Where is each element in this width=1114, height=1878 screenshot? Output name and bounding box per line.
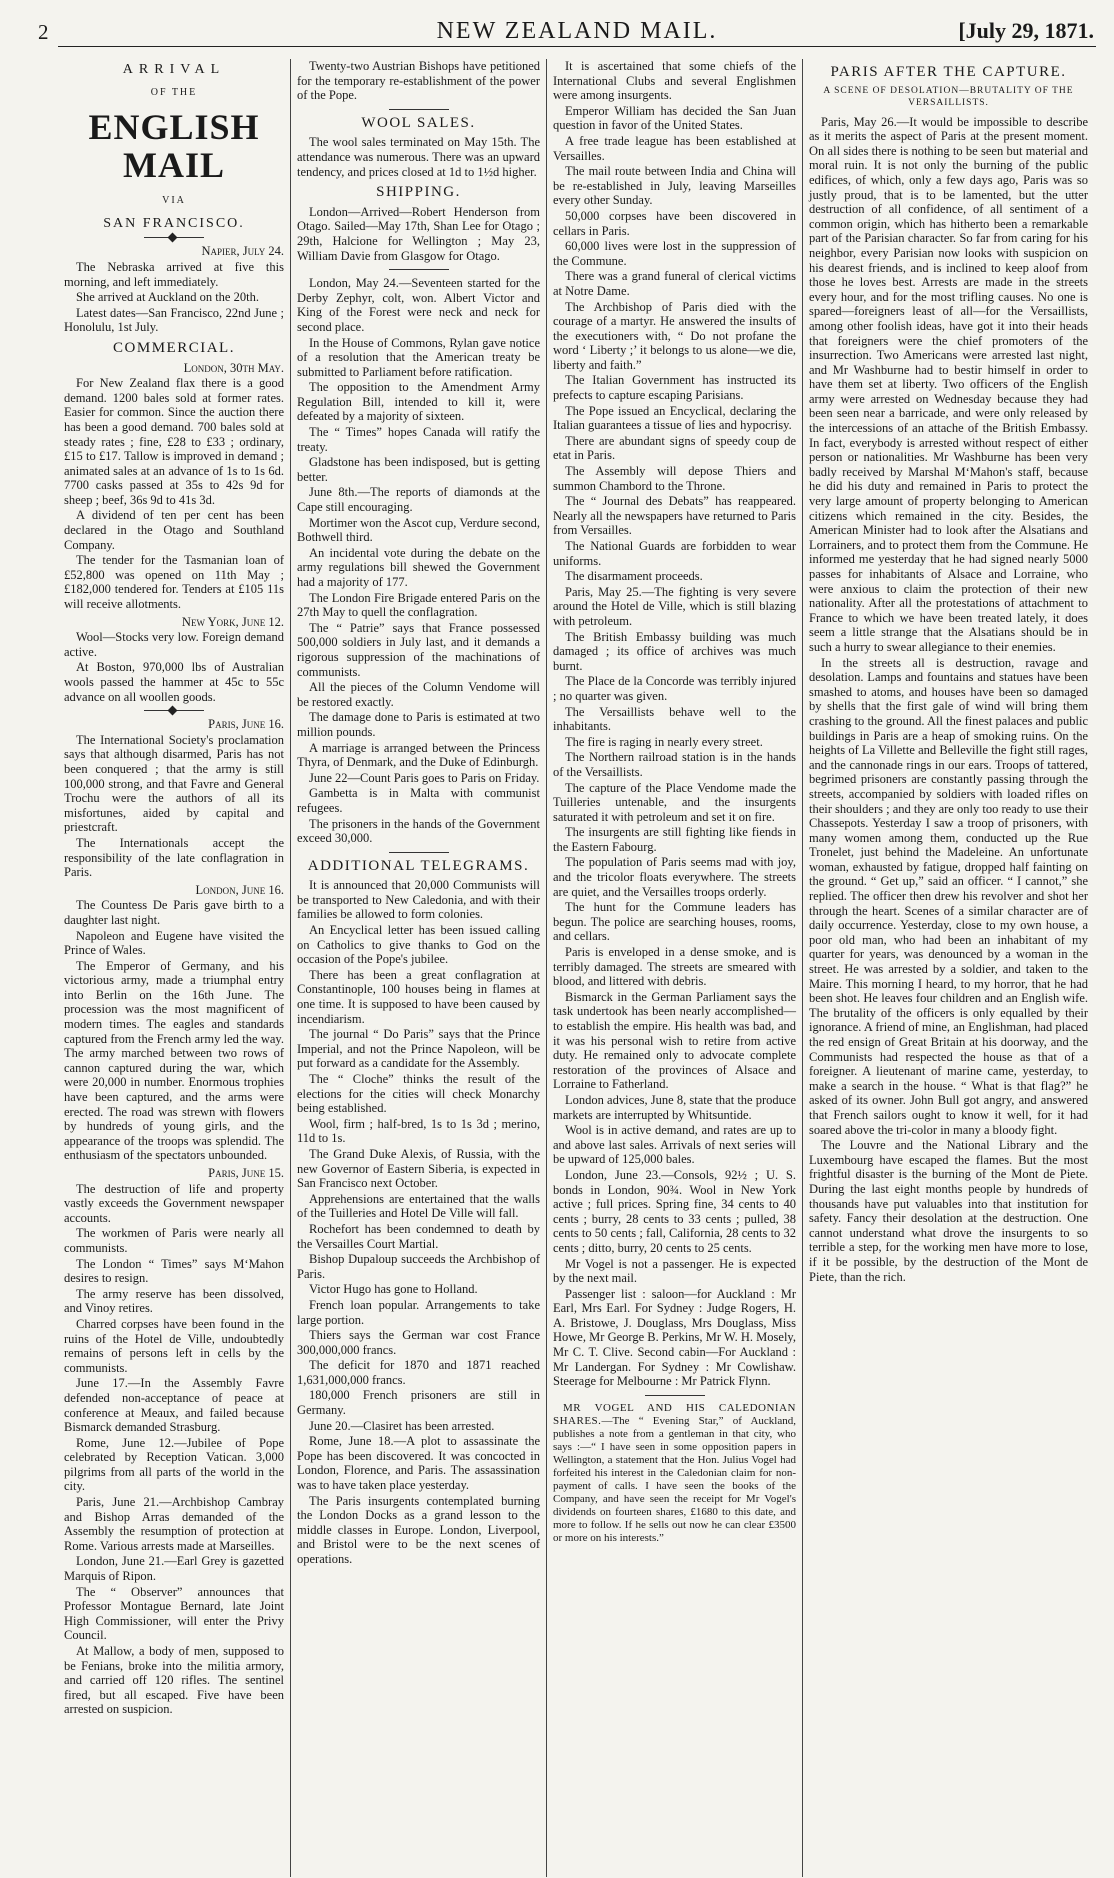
article-paragraph: Rome, June 18.—A plot to assassinate the Pope has been discovered. It was concocted in London, Florence, and Paris. The assassination was to have taken place yesterday. [297, 1434, 540, 1493]
article-paragraph: For New Zealand flax there is a good demand. 1200 bales sold at former rates. Easier for common. Since the auction there has been a good demand. 700 bales sold at steady rates ; fine, £28 to £33 ; ordinary, £15 to £17. Tallow is improved in demand ; animated sales at an advance of 1s to 1s 6d. 7700 casks passed at 35s to 42s 9d for sheep ; beef, 36s 9d to 41s 3d. [64, 376, 284, 507]
section-subheading: A SCENE OF DESOLATION—BRUTALITY OF THE VERSAILLISTS. [823, 85, 1074, 108]
masthead [38, 12, 1096, 47]
article-paragraph: June 8th.—The reports of diamonds at the Cape still encouraging. [297, 485, 540, 515]
dateline: Paris, June 16. [208, 717, 284, 732]
article-paragraph: June 22—Count Paris goes to Paris on Friday. [309, 770, 540, 785]
article-paragraph: The wool sales terminated on May 15th. The attendance was numerous. There was an upward tendency, and prices closed at 1d to 1½d higher. [297, 135, 540, 179]
article-paragraph: Latest dates—San Francisco, 22nd June ; Honolulu, 1st July. [64, 305, 284, 335]
article-paragraph: The opposition to the Amendment Army Regulation Bill, intended to kill it, were defeated by a majority of sixteen. [297, 380, 540, 424]
article-paragraph: The tender for the Tasmanian loan of £52,800 was opened on 11th May ; £182,000 tendered for. Tenders at £105 11s will receive allotments. [64, 553, 284, 612]
article-paragraph: It is announced that 20,000 Communists will be transported to New Caledonia, and with their families be allowed to form colonies. [297, 878, 540, 922]
article-paragraph: Rome, June 12.—Jubilee of Pope celebrated by Reception Vatican. 3,000 pilgrims from all parts of the world in the city. [64, 1435, 284, 1494]
article-paragraph: Emperor William has decided the San Juan question in favor of the United States. [553, 103, 796, 133]
article-paragraph: The insurgents are still fighting like fiends in the Eastern Fabourg. [553, 825, 796, 854]
article-paragraph: The Internationals accept the responsibility of the late conflagration in Paris. [64, 835, 284, 880]
article-paragraph: The Northern railroad station is in the hands of the Versaillists. [553, 750, 796, 779]
section-heading-shipping: SHIPPING. [376, 184, 461, 201]
article-paragraph: The International Society's proclamation says that although disarmed, Paris has not been conquered ; that the army is still 100,000 strong, and that Favre and General Trochu were the authors of all its misfortunes, aided by capital and priestcraft. [64, 732, 284, 835]
article-paragraph: Paris, May 25.—The fighting is very severe around the Hotel de Ville, which is still blazing with petroleum. [553, 584, 796, 628]
article-paragraph: An incidental vote during the debate on the army regulations bill shewed the Government had a majority of 177. [297, 545, 540, 589]
article-paragraph: The Place de la Concorde was terribly injured ; no quarter was given. [553, 674, 796, 703]
article-paragraph: The London “ Times” says M‘Mahon desires to resign. [64, 1256, 284, 1286]
article-paragraph: The Paris insurgents contemplated burning the London Docks as a grand lesson to the middle classes in Europe. London, Liverpool, and Bristol were to be the next scenes of operations. [297, 1493, 540, 1566]
article-paragraph: Bishop Dupaloup succeeds the Archbishop of Paris. [297, 1252, 540, 1281]
vogel-item [553, 1402, 796, 1545]
article-paragraph: The prisoners in the hands of the Government exceed 30,000. [297, 816, 540, 846]
column-4 [802, 59, 1094, 1877]
article-paragraph: All the pieces of the Column Vendome will be restored exactly. [297, 680, 540, 709]
article-paragraph: The mail route between India and China will be re-established in July, leaving Marseilles every other Sunday. [553, 164, 796, 208]
article-paragraph: London, June 21.—Earl Grey is gazetted Marquis of Ripon. [64, 1554, 284, 1584]
article-paragraph: The Nebraska arrived at five this morning, and left immediately. [64, 259, 284, 289]
heading-via: VIA [162, 195, 186, 207]
article-paragraph: In the House of Commons, Rylan gave notice of a resolution that the American treaty be submitted to Parliament before ratification. [297, 335, 540, 379]
divider [389, 852, 449, 853]
article-paragraph: 180,000 French prisoners are still in Germany. [297, 1388, 540, 1418]
article-paragraph: Gladstone has been indisposed, but is getting better. [297, 455, 540, 484]
article-paragraph: Wool is in active demand, and rates are up to and above last sales. Arrivals of next series will be upward of 125,000 bales. [553, 1123, 796, 1167]
article-paragraph: Twenty-two Austrian Bishops have petitioned for the temporary re-establishment of the power of the Pope. [297, 59, 540, 103]
article-paragraph: Wool—Stocks very low. Foreign demand active. [64, 630, 284, 659]
article-paragraph: The Emperor of Germany, and his victorious army, made a triumphal entry into Berlin on the 16th June. The procession was the most magnificent of modern times. The eagles and standards captured from the French army led the way. The army marched between two rows of cannon captured during the war, which were 20,000 in number. Enormous trophies have been captured, and the arms were erected. The road was strewn with flowers by hundreds of young girls, and the appearance of the troops was splendid. The enthusiasm of the spectators unbounded. [64, 958, 284, 1163]
dateline: New York, June 12. [181, 614, 284, 629]
article-paragraph: The disarmament proceeds. [565, 569, 703, 584]
article-paragraph: Passenger list : saloon—for Auckland : Mr Earl, Mrs Earl. For Sydney : Judge Rogers, H. A. Bristowe, J. Douglass, Mrs Douglass, Miss Howe, Mr George B. Perkins, Mr W. H. Mosely, Mr C. T. Clive. Second cabin—For Auckland : Mr Landergan. For Sydney : Mr Cowlishaw. Steerage for Melbourne : Mr Patrick Flynn. [553, 1286, 796, 1389]
divider [389, 109, 449, 110]
article-paragraph: Paris, June 21.—Archbishop Cambray and Bishop Arras demanded of the Assembly the resumption of protection at Rome. Various arrests made at Marseilles. [64, 1495, 284, 1553]
article-paragraph: 50,000 corpses have been discovered in cellars in Paris. [553, 208, 796, 238]
page-number: 2 [38, 20, 49, 44]
section-heading-additional-telegrams: ADDITIONAL TELEGRAMS. [307, 857, 530, 874]
article-paragraph: The damage done to Paris is estimated at two million pounds. [297, 710, 540, 739]
article-paragraph: The Versaillists behave well to the inhabitants. [553, 704, 796, 734]
article-paragraph: London—Arrived—Robert Henderson from Otago. Sailed—May 17th, Shan Lee for Otago ; 29th, Halcione for Wellington ; May 23, William Davie from Glasgow for Otago. [297, 204, 540, 263]
article-paragraph: Gambetta is in Malta with communist refugees. [297, 786, 540, 815]
article-paragraph: Rochefort has been condemned to death by the Versailles Court Martial. [297, 1221, 540, 1251]
heading-arrival: ARRIVAL [122, 62, 226, 77]
article-paragraph: At Mallow, a body of men, supposed to be Fenians, broke into the militia armory, and carried off 120 rifles. The sentinel fired, but all escaped. Five have been arrested on suspicion. [64, 1644, 284, 1717]
article-paragraph: The capture of the Place Vendome made the Tuilleries untenable, and the insurgents saturated it with petroleum and set it on fire. [553, 780, 796, 824]
vogel-item-title: MR VOGEL AND HIS CALEDONIAN SHARES. [553, 1401, 796, 1427]
article-paragraph: The Grand Duke Alexis, of Russia, with the new Governor of Eastern Siberia, is expected in San Francisco next October. [297, 1146, 540, 1191]
article-paragraph: A dividend of ten per cent has been declared in the Otago and Southland Company. [64, 508, 284, 552]
article-paragraph: The “ Observer” announces that Professor Montague Bernard, late Joint High Commissioner, will enter the Privy Council. [64, 1584, 284, 1643]
article-paragraph: The deficit for 1870 and 1871 reached 1,631,000,000 francs. [297, 1358, 540, 1387]
article-paragraph: Bismarck in the German Parliament says the task undertook has been nearly accomplished—to establish the empire. His health was bad, and it was his personal wish to retire from active duty. He remained only to advocate complete restoration of the provinces of Alsace and Lorraine to Fatherland. [553, 989, 796, 1092]
article-paragraph: The Assembly will depose Thiers and summon Chambord to the Throne. [553, 464, 796, 493]
article-paragraph: The Pope issued an Encyclical, declaring the Italian guarantees a tissue of lies and hypocrisy. [553, 403, 796, 433]
dateline: Napier, July 24. [201, 244, 284, 259]
article-paragraph: It is ascertained that some chiefs of the International Clubs and several Englishmen were among insurgents. [553, 59, 796, 103]
article-paragraph: June 17.—In the Assembly Favre defended non-acceptance of peace at conference at Meaux, and failed because Bismarck demanded Strasburg. [64, 1376, 284, 1435]
column-3 [546, 59, 802, 1877]
article-paragraph: In the streets all is destruction, ravage and desolation. Lamps and fountains and statues have been smashed to atoms, and houses have been so damaged by shells that the first gale of wind will bring them crashing to the ground. All the finest palaces and public buildings in Paris are a heap of smoking ruins. On the heights of La Villette and Belleville the fight still rages, and the cannonade rings in our ears. Troops of tattered, begrimed prisoners are constantly passing through the streets, accompanied by soldiers with loaded rifles on their shoulders ; and they are only too ready to use their Chassepots. Yesterday I saw a troop of prisoners, with many women among them, conducted up the Rue Tronelet, just behind the Madeleine. An unfortunate woman, exhausted by fatigue, dropped half fainting on the ground. “ Get up,” said an officer. “ I cannot,” she replied. The officer then drew his revolver and shot her through the heart. Scenes of a similar character are of daily occurrence. Yesterday, close to my own house, a poor old man, who had been an inhabitant of my quarter for years, was denounced by a woman in the street. He was arrested by a soldier, and taken to the Maire. This morning I heard, to my horror, that he had been shot. He leaves four children and an English wife. The brutality of the officers is only equalled by their ignorance. A friend of mine, an Englishman, had placed the red ensign of Great Britain at his doorway, and the Communists had respected the house as that of a foreigner. A lieutenant of marine came, yesterday, to make a search in the house. “ What is that flag?” he asked of its owner. John Bull got angry, and answered that French sailors ought to know it well, for it had soared above the tri-color in many a bloody fight. [809, 655, 1088, 1137]
article-paragraph: The British Embassy building was much damaged ; its office of archives was much burnt. [553, 629, 796, 673]
columns [58, 59, 1096, 1877]
column-2 [290, 59, 546, 1877]
article-paragraph: 60,000 lives were lost in the suppression of the Commune. [553, 239, 796, 268]
article-paragraph: The population of Paris seems mad with joy, and the tricolor floats everywhere. The streets are quiet, and the Versailles troops orderly. [553, 855, 796, 899]
article-paragraph: Paris, May 26.—It would be impossible to describe as it merits the aspect of Paris at the present moment. On all sides there is nothing to be seen but material and moral ruin. It is not only the burning of the public edifices, of which, only a few days ago, Paris was so justly proud, that is to be lamented, but the utter destruction of all confidence, of all sentiment of a common origin, which has hitherto been a remarkable part of the Parisian character. So far from caring for his neighbor, every Parisian now looks with suspicion on his dearest friends, and is inclined to keep aloof from those he loves best. Arrests are made in the streets every hour, and for the most trifling causes. No one is spared—foreigners least of all—for the Versaillists, among other foolish ideas, have got it into their heads that foreigners were the chief promoters of the insurrection. Two Americans were arrested last night, and Mr Washburne had to bestir himself in order to have them set at liberty. Two officers of the English army were arrested on Wednesday because they had been seen near a barricade, and were only released by the intercessions of an attache of the British Embassy. In fact, everybody is arrested without respect of either person or nationalities. Mr Washburne has been very badly received by Marshal M‘Mahon's staff, because he did his duty and remained in Paris to protect the very large amount of property belonging to American citizens which remained in the city. Besides, the American Minister had to look after the Alsatians and Lorrainers, and to protect them from the Commune. He informed me yesterday that he had signed nearly 5000 passes for inhabitants of Alsace and Lorraine, who were anxious to claim the protection of their new nationality. After all the protestations of attachment to France to which we have been treated lately, it does seem a little strange that the Alsatians should be in such a hurry to swear allegiance to their enemies. [809, 114, 1088, 654]
article-paragraph: Mortimer won the Ascot cup, Verdure second, Bothwell third. [297, 515, 540, 545]
section-heading-paris-after-capture: PARIS AFTER THE CAPTURE. [830, 64, 1067, 80]
heading-of-the: OF THE [150, 86, 198, 98]
dateline: London, 30th May. [183, 360, 284, 375]
article-paragraph: The Italian Government has instructed its prefects to capture escaping Parisians. [553, 373, 796, 403]
divider [645, 1395, 705, 1396]
article-paragraph: June 20.—Clasiret has been arrested. [309, 1418, 495, 1433]
article-paragraph: The army reserve has been dissolved, and Vinoy retires. [64, 1286, 284, 1316]
article-paragraph: The “ Cloche” thinks the result of the elections for the cities will check Monarchy being established. [297, 1072, 540, 1116]
divider [144, 710, 204, 711]
article-paragraph: There are abundant signs of speedy coup de etat in Paris. [553, 433, 796, 463]
dateline: London, June 16. [195, 882, 284, 897]
article-paragraph: The Countess De Paris gave birth to a daughter last night. [64, 898, 284, 927]
article-paragraph: Victor Hugo has gone to Holland. [309, 1282, 478, 1297]
divider [144, 237, 204, 238]
article-paragraph: Napoleon and Eugene have visited the Prince of Wales. [64, 928, 284, 958]
article-paragraph: The Archbishop of Paris died with the courage of a martyr. He answered the insults of the executioners with, “ Do not profane the word ‘ Liberty ;’ it belongs to us alone—we die, liberty and faith.” [553, 299, 796, 372]
article-paragraph: Thiers says the German war cost France 300,000,000 francs. [297, 1328, 540, 1357]
article-paragraph: A marriage is arranged between the Princess Thyra, of Denmark, and the Duke of Edinburgh. [297, 740, 540, 770]
article-paragraph: The destruction of life and property vastly exceeds the Government newspaper accounts. [64, 1181, 284, 1225]
article-paragraph: There has been a great conflagration at Constantinople, 100 houses being in flames at one time. It is supposed to have been caused by incendiarism. [297, 967, 540, 1026]
section-heading-wool-sales: WOOL SALES. [361, 114, 476, 131]
article-paragraph: The London Fire Brigade entered Paris on the 27th May to quell the conflagration. [297, 590, 540, 620]
dateline: Paris, June 15. [208, 1166, 284, 1180]
divider [389, 269, 449, 270]
article-paragraph: Apprehensions are entertained that the walls of the Tuilleries and Hotel De Ville will fall. [297, 1191, 540, 1221]
article-paragraph: The Louvre and the National Library and the Luxembourg have escaped the flames. But the most frightful disaster is the burning of the Mont de Piete. During the last eight months people by hundreds of thousands have put valuables into that institution for safety. Fancy their desolation at the destruction. One cannot understand what drove the insurgents to so terrible a step, for the working men have more to lose, if it be possible, by the destruction of the Mont de Piete, than the rich. [809, 1138, 1088, 1284]
article-paragraph: French loan popular. Arrangements to take large portion. [297, 1297, 540, 1327]
article-paragraph: At Boston, 970,000 lbs of Australian wools passed the hammer at 45c to 55c advance on all woollen goods. [64, 660, 284, 704]
section-heading-commercial: COMMERCIAL. [113, 339, 235, 356]
article-paragraph: There was a grand funeral of clerical victims at Notre Dame. [553, 269, 796, 298]
article-paragraph: A free trade league has been established at Versailles. [553, 133, 796, 163]
article-paragraph: The hunt for the Commune leaders has begun. The police are searching houses, rooms, and cellars. [553, 900, 796, 944]
vogel-item-text: —The “ Evening Star,” of Auckland, publishes a note from a gentleman in that city, who says :—“ I have seen in some opposition papers in Wellington, a statement that the Hon. Julius Vogel had forfeited his interest in the Caledonian claim for non-payment of calls. I have seen the books of the Company, and have seen the receipt for Mr Vogel's dividends on fourteen shares, £1680 to this date, and more to follow. If he sells out now he can clear £3500 or more on his interests.” [553, 1414, 796, 1544]
article-paragraph: The journal “ Do Paris” says that the Prince Imperial, and not the Prince Napoleon, will be put forward as a candidate for the Assembly. [297, 1027, 540, 1071]
paper-title: NEW ZEALAND MAIL. [436, 18, 718, 44]
column-1 [58, 59, 290, 1877]
article-paragraph: Charred corpses have been found in the ruins of the Hotel de Ville, undoubtedly remains of persons left in cells by the communists. [64, 1316, 284, 1375]
article-paragraph: She arrived at Auckland on the 20th. [76, 290, 259, 305]
article-paragraph: London, June 23.—Consols, 92½ ; U. S. bonds in London, 90¾. Wool in New York active ; full prices. Spring fine, 34 cents to 40 cents ; burry, 28 cents to 33 cents ; pulled, 38 cents to 50 cents ; fall, California, 28 cents to 32 cents ; ditto, burry, 20 cents to 25 cents. [553, 1167, 796, 1255]
article-paragraph: London advices, June 8, state that the produce markets are interrupted by Whitsuntide. [553, 1092, 796, 1122]
article-paragraph: London, May 24.—Seventeen started for the Derby Zephyr, colt, won. Albert Victor and King of the Forest were neck and neck for second place. [297, 276, 540, 334]
article-paragraph: Wool, firm ; half-bred, 1s to 1s 3d ; merino, 11d to 1s. [297, 1116, 540, 1146]
article-paragraph: The workmen of Paris were nearly all communists. [64, 1226, 284, 1255]
article-paragraph: The National Guards are forbidden to wear uniforms. [553, 539, 796, 568]
article-paragraph: The “ Patrie” says that France possessed 500,000 soldiers in July last, and it demands a rigorous suppression of the machinations of communists. [297, 620, 540, 679]
article-paragraph: The “ Times” hopes Canada will ratify the treaty. [297, 425, 540, 454]
article-paragraph: Paris is enveloped in a dense smoke, and is terribly damaged. The streets are smeared with blood, and littered with debris. [553, 945, 796, 989]
issue-date: [July 29, 1871. [958, 18, 1094, 43]
heading-san-francisco: SAN FRANCISCO. [103, 215, 245, 231]
article-paragraph: The “ Journal des Debats” has reappeared. Nearly all the newspapers have returned to Paris from Versailles. [553, 494, 796, 538]
article-paragraph: The fire is raging in nearly every street. [565, 734, 763, 749]
heading-english-mail: ENGLISH MAIL [88, 107, 260, 186]
article-paragraph: An Encyclical letter has been issued calling on Catholics to give thanks to God on the occasion of the Pope's jubilee. [297, 923, 540, 967]
article-paragraph: Mr Vogel is not a passenger. He is expected by the next mail. [553, 1256, 796, 1286]
